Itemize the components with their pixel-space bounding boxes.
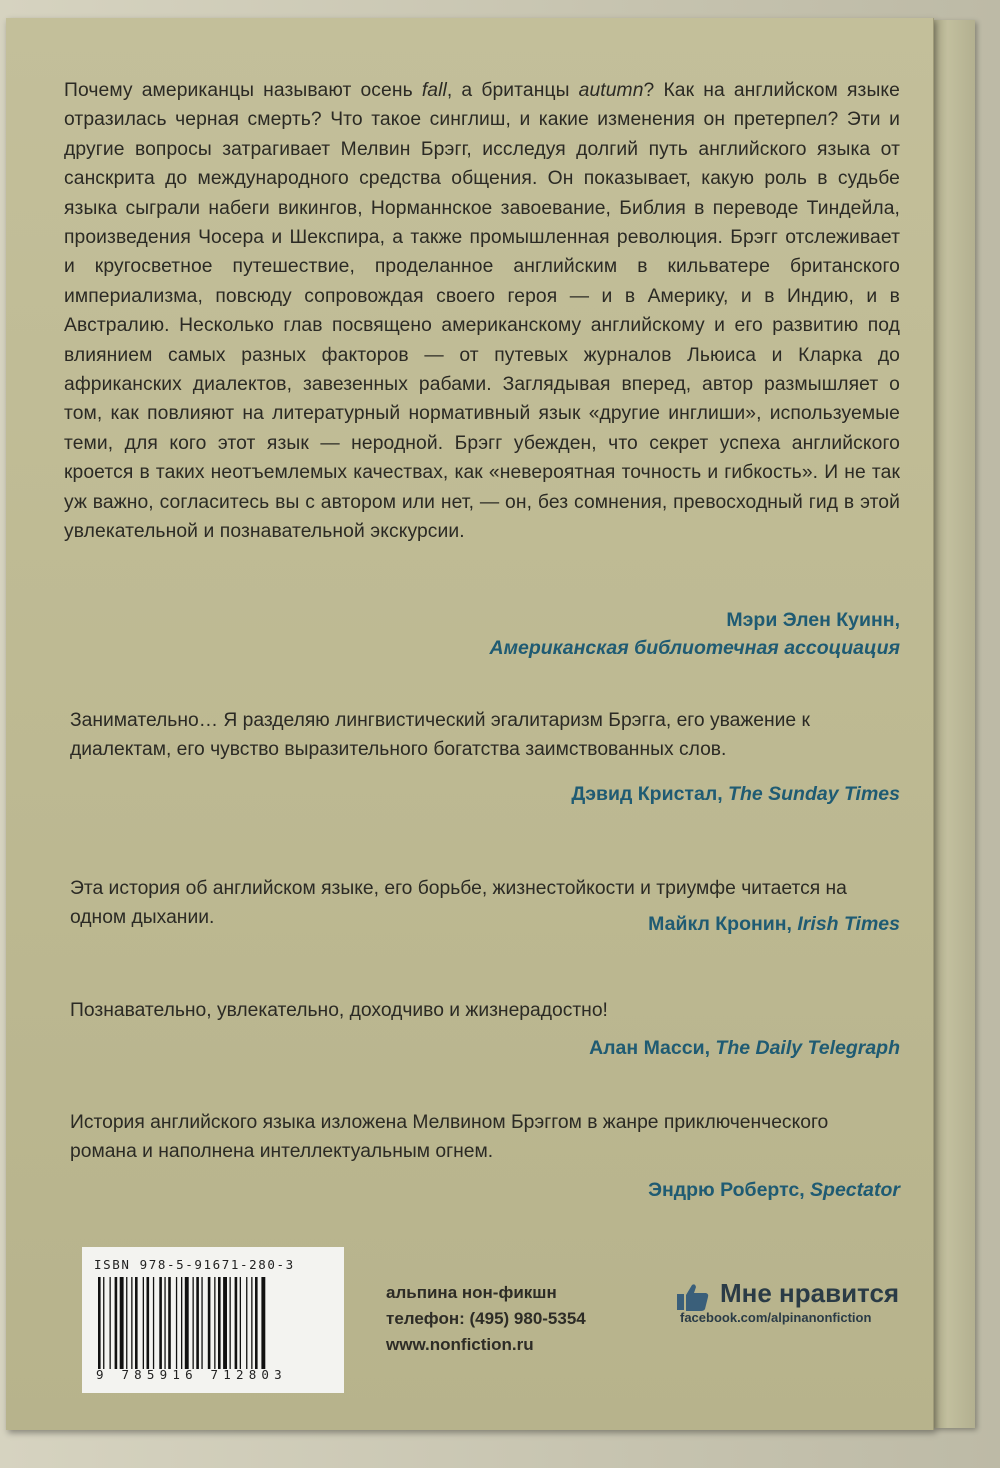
- blurb-text-1: Почему американцы называют осень: [64, 80, 422, 101]
- quote-author: Майкл Кронин,: [648, 913, 798, 935]
- credit-reviewer-1: [489, 606, 900, 662]
- quote-source: Spectator: [810, 1179, 900, 1201]
- quote-4-credit: [648, 1176, 900, 1204]
- quote-1-credit: [571, 780, 900, 808]
- quote-author: Дэвид Кристал,: [571, 783, 729, 805]
- barcode-label: [82, 1247, 344, 1393]
- blurb-italic-autumn: autumn: [578, 80, 644, 101]
- description-paragraph: [64, 76, 900, 547]
- book-spine: [933, 20, 975, 1428]
- barcode-icon: [96, 1277, 332, 1369]
- like-label: Мне нравится: [720, 1278, 900, 1308]
- quote-1-text: Занимательно… Я разделяю лингвистический эгалитаризм Брэгга, его уважение к диалектам, его чувство выразительного богатства заимствованных слов.: [70, 710, 810, 761]
- publisher-phone: телефон: (495) 980-5354: [386, 1309, 586, 1328]
- credit-organization: Американская библиотечная ассоциация: [489, 637, 900, 659]
- quote-2-text: Эта история об английском языке, его борьбе, жизнестойкости и триумфе читается на одном дыхании.: [70, 878, 847, 929]
- blurb-text-2: , а британцы: [446, 80, 579, 101]
- quote-3-text: Познавательно, увлекательно, доходчиво и жизнерадостно!: [70, 1000, 608, 1021]
- barcode-digits: 9 785916 712803: [96, 1367, 287, 1382]
- thumbs-up-icon: [676, 1282, 710, 1312]
- blurb-text-3: ? Как на английском языке отразилась черная смерть? Что такое синглиш, и какие изменения он претерпел? Эти и другие вопросы затрагивает Мелвин Брэгг, исследуя долгий путь английского языка от санскрита до международного средства общения. Он показывает, какую роль в судьбе языка сыграли набеги викингов, Норманнское завоевание, Библия в переводе Тиндейла, произведения Чосера и Шекспира, а также промышленная революция. Брэгг отслеживает и кругосветное путешествие, проделанное английским в кильватере британского империализма, повсюду сопровождая своего героя — и в Америку, и в Индию, и в Австралию. Несколько глав посвящено американскому английскому и его развитию под влиянием самых разных факторов — от путевых журналов Льюиса и Кларка до африканских диалектов, завезенных рабами. Заглядывая вперед, автор размышляет о том, как повлияют на литературный нормативный язык «другие инглиши», используемые теми, для кого этот язык — неродной. Брэгг убежден, что секрет успеха английского кроется в таких неотъемлемых качествах, как «невероятная точность и гибкость». И не так уж важно, согласитесь вы с автором или нет, — он, без сомнения, превосходный гид в этой увлекательной и познавательной экскурсии.: [64, 80, 900, 543]
- quote-author: Эндрю Робертс,: [648, 1179, 811, 1201]
- quote-2-credit: [648, 910, 900, 938]
- quote-source: The Sunday Times: [728, 783, 900, 805]
- quote-4-text: История английского языка изложена Мелвином Брэггом в жанре приключенческого романа и наполнена интеллектуальным огнем.: [70, 1112, 829, 1163]
- publisher-info: [386, 1280, 586, 1358]
- quote-source: The Daily Telegraph: [715, 1037, 900, 1059]
- quote-author: Алан Масси,: [589, 1037, 716, 1059]
- blurb-italic-fall: fall: [421, 80, 447, 101]
- quote-3-credit: [589, 1034, 900, 1062]
- isbn-text: ISBN 978-5-91671-280-3: [94, 1257, 295, 1272]
- publisher-website: www.nonfiction.ru: [386, 1335, 534, 1354]
- quote-source: Irish Times: [797, 913, 900, 935]
- publisher-name: альпина нон-фикшн: [386, 1283, 557, 1302]
- credit-name: Мэри Элен Куинн,: [726, 609, 900, 631]
- facebook-url: facebook.com/alpinanonfiction: [680, 1310, 872, 1325]
